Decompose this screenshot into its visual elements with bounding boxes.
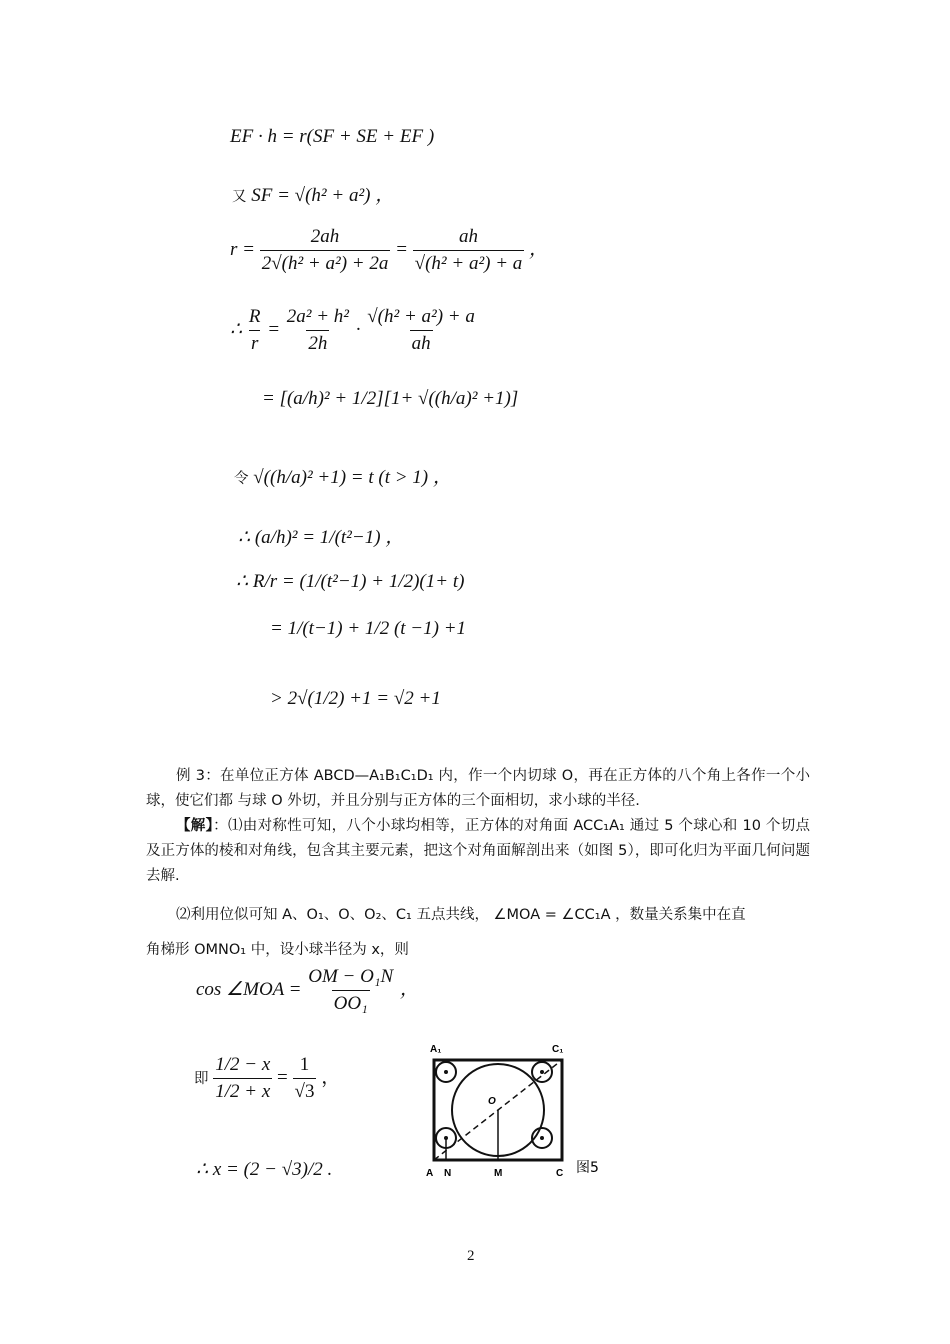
numerator: ah [458, 226, 478, 247]
numerator: R [248, 306, 261, 327]
fraction [247, 306, 263, 355]
equation-7: ∴ (a/h)² = 1/(t²−1) ， [238, 527, 405, 548]
numerator: 2a² + h² [286, 306, 349, 327]
label-m: M [494, 1168, 503, 1179]
fraction [365, 306, 477, 355]
center-dot [540, 1136, 544, 1140]
numerator: 2ah [310, 226, 340, 247]
fraction [213, 1054, 272, 1103]
fraction [260, 226, 391, 275]
numerator: √(h² + a²) + a [367, 306, 475, 327]
trapezoid-statement: 角梯形 OMNO₁ 中，设小球半径为 x，则 [146, 942, 409, 958]
label-a: A [426, 1168, 434, 1179]
label-a1: A₁ [430, 1044, 442, 1055]
denominator: 2√(h² + a²) + 2a [260, 250, 391, 275]
equation-1: EF · h = r(SF + SE + EF ) [230, 126, 435, 147]
equation-8: ∴ R/r = (1/(t²−1) + 1/2)(1+ t) [236, 571, 465, 592]
fraction [293, 1054, 317, 1103]
denominator: ah [410, 330, 433, 355]
numerator: 1 [299, 1054, 310, 1075]
ji-equation: 即 $\frac{1/2 - x}{1/2 + x}$ = $\frac{1}{√3}$ ， [194, 1054, 341, 1102]
page-number: 2 [467, 1248, 475, 1264]
numerator: 1/2 − x [215, 1054, 271, 1075]
denominator: √(h² + a²) + a [413, 250, 525, 275]
example-3-statement: 例 3：在单位正方体 ABCD—A₁B₁C₁D₁ 内，作一个内切球 O，再在正方体的八个角上各作一个小球，使它们都 与球 O 外切，并且分别与正方体的三个面相切，求小球的半径. [146, 768, 810, 809]
equation-6 [234, 462, 452, 489]
label-c1: C₁ [552, 1044, 564, 1055]
label-c: C [556, 1168, 564, 1179]
fraction [413, 226, 525, 275]
denominator: 2h [306, 330, 329, 355]
center-dot [540, 1070, 544, 1074]
equation-6-body: √((h/a)² +1) = t (t > 1) ， [253, 467, 452, 488]
equation-3-lhs: r = [230, 238, 255, 260]
numerator: OM − O₁N [308, 966, 394, 987]
therefore-symbol: ∴ [230, 318, 243, 340]
ji-prefix: 即 [194, 1070, 209, 1087]
fraction [306, 966, 395, 1015]
equation-2-body: SF = √(h² + a²) ， [251, 185, 395, 206]
equation-10: > 2√(1/2) +1 = √2 +1 [270, 688, 441, 709]
solution-text: ：⑴由对称性可知，八个小球均相等，正方体的对角面 ACC₁A₁ 通过 5 个球心和 10 个切点及正方体的棱和对角线，包含其主要元素，把这个对角面解剖出来（如图 5），即可化归为平面几何问题去解. [146, 818, 810, 884]
cos-lhs: cos ∠MOA = [196, 978, 302, 1000]
fraction [285, 306, 351, 355]
equation-2 [232, 180, 394, 207]
denominator: √3 [293, 1078, 317, 1103]
denominator: r [249, 330, 260, 355]
label-o: O [488, 1096, 496, 1107]
label-n: N [444, 1168, 452, 1179]
figure-5 [410, 1030, 640, 1180]
collinear-statement: ⑵利用位似可知 A、O₁、O、O₂、C₁ 五点共线， ∠MOA = ∠CC₁A ，数量关系集中在直 [176, 907, 746, 923]
solution-label: 【解】 [176, 818, 214, 834]
center-dot [444, 1070, 448, 1074]
equation-4: ∴ $\frac{R}{r}$ = $\frac{\text{2a² + h²}}{2h}$ · $\frac{\text{√(h² + a²) + a}}{ah}$ [230, 306, 475, 354]
result-equation: ∴ x = (2 − √3)/2 . [196, 1159, 333, 1180]
solution-paragraph [146, 814, 810, 889]
cos-equation [196, 966, 419, 1015]
equation-2-prefix: 又 [232, 189, 247, 205]
denominator: 1/2 + x [213, 1078, 272, 1103]
denominator: OO₁ [332, 990, 370, 1015]
equation-3: r = $\frac{2ah}{\text{2√(h² + a²) + 2a}}$ = $\frac{ah}{\text{√(h² + a²) + a}}$ ， [230, 226, 549, 274]
equation-6-prefix: 令 [234, 471, 249, 487]
equation-5: = [(a/h)² + 1/2][1+ √((h/a)² +1)] [262, 388, 519, 409]
equation-9: = 1/(t−1) + 1/2 (t −1) +1 [270, 618, 467, 639]
cos-tail: ， [399, 978, 419, 1000]
figure-caption: 图5 [576, 1160, 599, 1176]
